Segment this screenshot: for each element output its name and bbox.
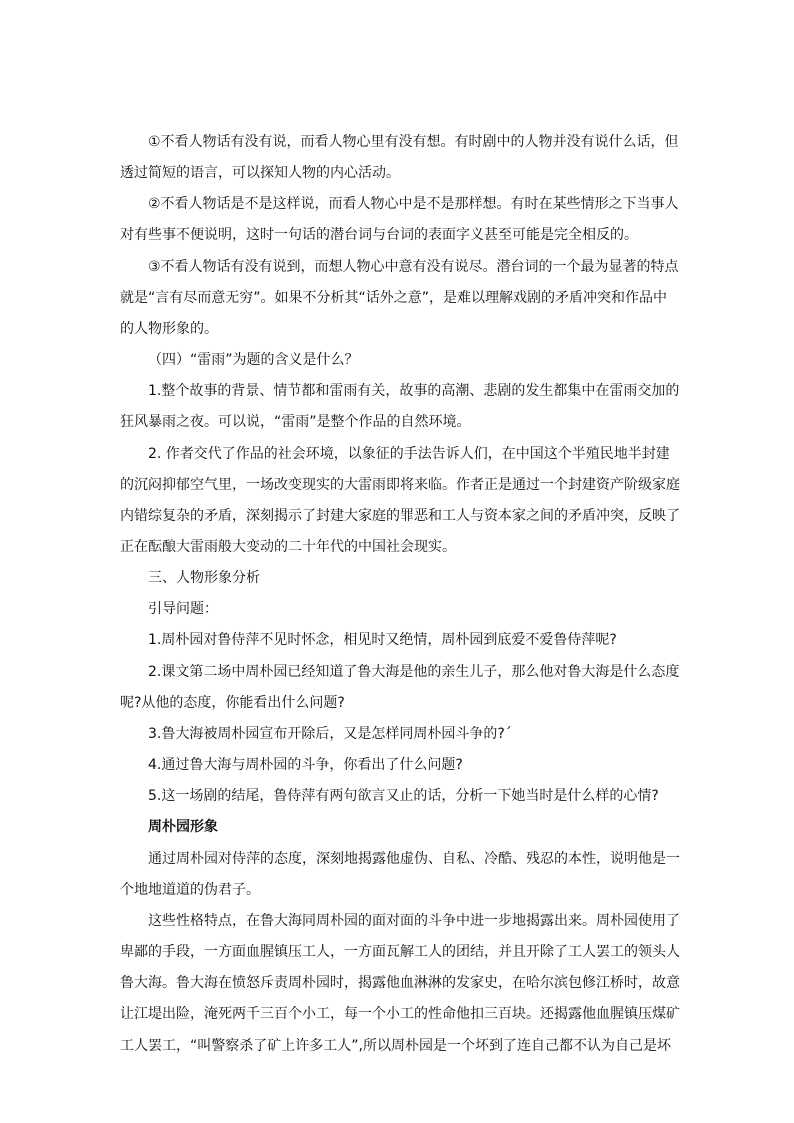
question-line: 呢?从他的态度，你能看出什么问题? xyxy=(120,695,345,711)
paragraph-line: ①不看人物话有没有说，而看人物心里有没有想。有时剧中的人物并没有说什么话，但 xyxy=(148,134,679,150)
paragraph-line: 卑鄙的手段，一方面血腥镇压工人，一方面瓦解工人的团结，并且开除了工人罢工的领头人 xyxy=(120,944,680,960)
paragraph-line: 个地地道道的伪君子。 xyxy=(120,882,260,898)
paragraph-line: 让江堤出险，淹死两千三百个小工，每一个小工的性命他扣三百块。还揭露他血腥镇压煤矿 xyxy=(120,1006,680,1022)
paragraph-line: 2. 作者交代了作品的社会环境，以象征的手法告诉人们，在中国这个半殖民地半封建 xyxy=(148,446,670,462)
paragraph-line: 的人物形象的。 xyxy=(120,321,218,337)
question-line: 5.这一场剧的结尾，鲁侍萍有两句欲言又止的话，分析一下她当时是什么样的心情? xyxy=(148,788,659,804)
paragraph-line: 透过简短的语言，可以探知人物的内心活动。 xyxy=(120,165,400,181)
question-line: 3.鲁大海被周朴园宣布开除后，又是怎样同周朴园斗争的?ˊ xyxy=(148,726,512,742)
paragraph-line: ②不看人物话是不是这样说，而看人物心中是不是那样想。有时在某些情形之下当事人 xyxy=(148,196,679,212)
section-heading: （四）“雷雨”为题的含义是什么？ xyxy=(148,352,359,368)
section-heading: 三、人物形象分析 xyxy=(148,570,260,586)
paragraph-line: 内错综复杂的矛盾，深刻揭示了封建大家庭的罪恶和工人与资本家之间的矛盾冲突，反映了 xyxy=(120,508,680,524)
paragraph-line: 对有些事不便说明，这时一句话的潜台词与台词的表面字义甚至可能是完全相反的。 xyxy=(120,227,638,243)
question-line: 4.通过鲁大海与周朴园的斗争，你看出了什么问题? xyxy=(148,757,463,773)
paragraph-line: 就是“言有尽而意无穷”。如果不分析其“话外之意”，是难以理解戏剧的矛盾冲突和作品中 xyxy=(120,290,668,306)
paragraph-line: ③不看人物话有没有说到，而想人物心中意有没有说尽。潜台词的一个最为显著的特点 xyxy=(148,259,679,275)
question-line: 2.课文第二场中周朴园已经知道了鲁大海是他的亲生儿子，那么他对鲁大海是什么态度 xyxy=(148,664,680,680)
paragraph-line: 这些性格特点，在鲁大海同周朴园的面对面的斗争中进一步地揭露出来。周朴园使用了 xyxy=(148,913,680,929)
paragraph-line: 正在酝酿大雷雨般大变动的二十年代的中国社会现实。 xyxy=(120,539,456,555)
paragraph-line: 1.整个故事的背景、情节都和雷雨有关，故事的高潮、悲剧的发生都集中在雷雨交加的 xyxy=(148,383,680,399)
paragraph-line: 狂风暴雨之夜。可以说，“雷雨”是整个作品的自然环境。 xyxy=(120,414,471,430)
paragraph-line: 通过周朴园对侍萍的态度，深刻地揭露他虚伪、自私、冷酷、残忍的本性，说明他是一 xyxy=(148,851,680,867)
paragraph-line: 工人罢工，“叫警察杀了矿上许多工人”,所以周朴园是一个坏到了连自己都不认为自己是坏 xyxy=(120,1038,671,1054)
paragraph-line: 鲁大海。鲁大海在愤怒斥责周朴园时，揭露他血淋淋的发家史，在哈尔滨包修江桥时，故意 xyxy=(120,975,680,991)
bold-heading: 周朴园形象 xyxy=(148,819,218,835)
question-line: 1.周朴园对鲁侍萍不见时怀念，相见时又绝情，周朴园到底爱不爱鲁侍萍呢? xyxy=(148,632,617,648)
paragraph-line: 的沉闷抑郁空气里，一场改变现实的大雷雨即将来临。作者正是通过一个封建资产阶级家庭 xyxy=(120,477,680,493)
subheading: 引导问题： xyxy=(148,601,218,617)
